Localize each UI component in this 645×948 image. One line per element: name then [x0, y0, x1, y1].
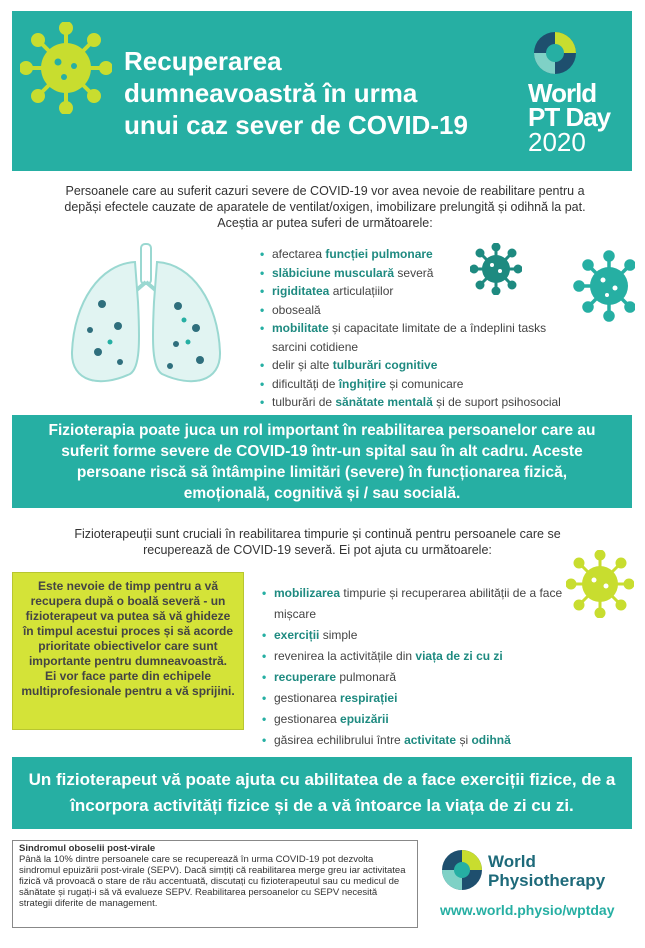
wpt-word-world: World	[528, 78, 597, 108]
list-item: • recuperare pulmonară	[262, 667, 592, 688]
wp-word-world: World	[488, 852, 536, 871]
list-item: • oboseală	[260, 301, 600, 320]
recovery-time-box	[12, 572, 244, 730]
list-item: • afectarea funcției pulmonare	[260, 245, 600, 264]
wp-word-physiotherapy: Physiotherapy	[488, 871, 606, 890]
post-viral-syndrome-box	[12, 840, 418, 928]
info-band-rehabilitation	[12, 415, 632, 508]
post-viral-text: Până la 10% dintre persoanele care se recuperează în urma COVID-19 pot dezvolta sindromul epuizării post-virale (SEPV). Dacă simțiți că reabilitarea merge greu iar activitatea fizică vă provoacă o stare de rău accentuată, discutați cu fizioterapeutul sau cu medicul de sănătate și rugați-i să vă evalueze SEPV. Reabilitarea persoanelor cu SEPV necesită strategii diferite de management.	[19, 854, 406, 909]
intro-text: Persoanele care au suferit cazuri severe de COVID-19 vor avea nevoie de reabilitare pentru a depăși efectele cauzate de aparatele de ventilat/oxigen, imobilizare prelungită și odihnă la pat. Aceștia ar putea suferi de următoarele:	[64, 184, 586, 230]
page-title	[124, 45, 524, 141]
list-item: • mobilizarea timpurie și recuperarea abilității de a face mișcare	[262, 583, 592, 625]
wp-globe-icon	[440, 848, 484, 892]
list-item: • slăbiciune musculară severă	[260, 264, 600, 283]
title-line: dumneavoastră în urma	[124, 78, 418, 108]
band-text: Un fizioterapeut vă poate ajuta cu abilitatea de a face exerciții fizice, de a încorpora activități fizice și de a vă întoarce la viața de zi cu zi.	[28, 770, 616, 815]
list-item: • dificultăți de înghițire și comunicare	[260, 375, 600, 394]
world-pt-day-logo	[528, 30, 624, 155]
recovery-time-text: Este nevoie de timp pentru a vă recupera după o boală severă - un fizioterapeut va putea să vă ghideze în timpul acestui proces și să acorde prioritate obiectivelor care sunt importante pentru dumneavoastră.	[22, 579, 234, 668]
list-item: • găsirea echilibrului între activitate și odihnă	[262, 730, 592, 751]
info-band-exercise	[12, 757, 632, 829]
title-line: unui caz sever de COVID-19	[124, 110, 468, 140]
website-link[interactable]: www.world.physio/wptday	[440, 902, 615, 918]
list-item: • tulburări de sănătate mentală și de suport psihosocial	[260, 393, 600, 412]
band-text: Fizioterapia poate juca un rol important în reabilitarea persoanelor care au suferit forme severe de COVID-19 într-un spital sau în alt cadru. Aceste persoane riscă să întâmpine limitări (severe) în funcționarea fizică, emoțională, cognitivă și / sau socială.	[48, 421, 596, 502]
list-item: • gestionarea epuizării	[262, 709, 592, 730]
section2-intro: Fizioterapeuții sunt cruciali în reabilitarea timpurie și continuă pentru persoanele care se recuperează de COVID-19 severă. Ei pot ajuta cu următoarele:	[74, 527, 561, 557]
post-viral-title: Sindromul oboselii post-virale	[19, 843, 156, 854]
virus-icon-lime	[20, 22, 112, 114]
list-item: • rigiditatea articulațiilor	[260, 282, 600, 301]
symptoms-list	[260, 245, 600, 412]
list-item: • revenirea la activitățile din viața de zi cu zi	[262, 646, 592, 667]
title-line: Recuperarea	[124, 46, 282, 76]
lungs-illustration	[60, 242, 232, 392]
list-item: • gestionarea respirației	[262, 688, 592, 709]
wpt-globe-icon	[532, 30, 578, 76]
list-item: • delir și alte tulburări cognitive	[260, 356, 600, 375]
virus-icon-teal-small	[470, 243, 522, 295]
list-item: • mobilitate și capacitate limitate de a îndeplini tasks sarcini cotidiene	[260, 319, 600, 356]
multiprofessional-text: Ei vor face parte din echipele multiprofesionale pentru a vă sprijini.	[21, 669, 235, 698]
physio-help-list	[262, 583, 592, 751]
wpt-year: 2020	[528, 127, 586, 157]
list-item: • exerciții simple	[262, 625, 592, 646]
wp-org-name	[488, 852, 605, 890]
wpt-word-ptday: PT Day	[528, 102, 611, 132]
virus-icon-teal-large	[573, 250, 635, 322]
